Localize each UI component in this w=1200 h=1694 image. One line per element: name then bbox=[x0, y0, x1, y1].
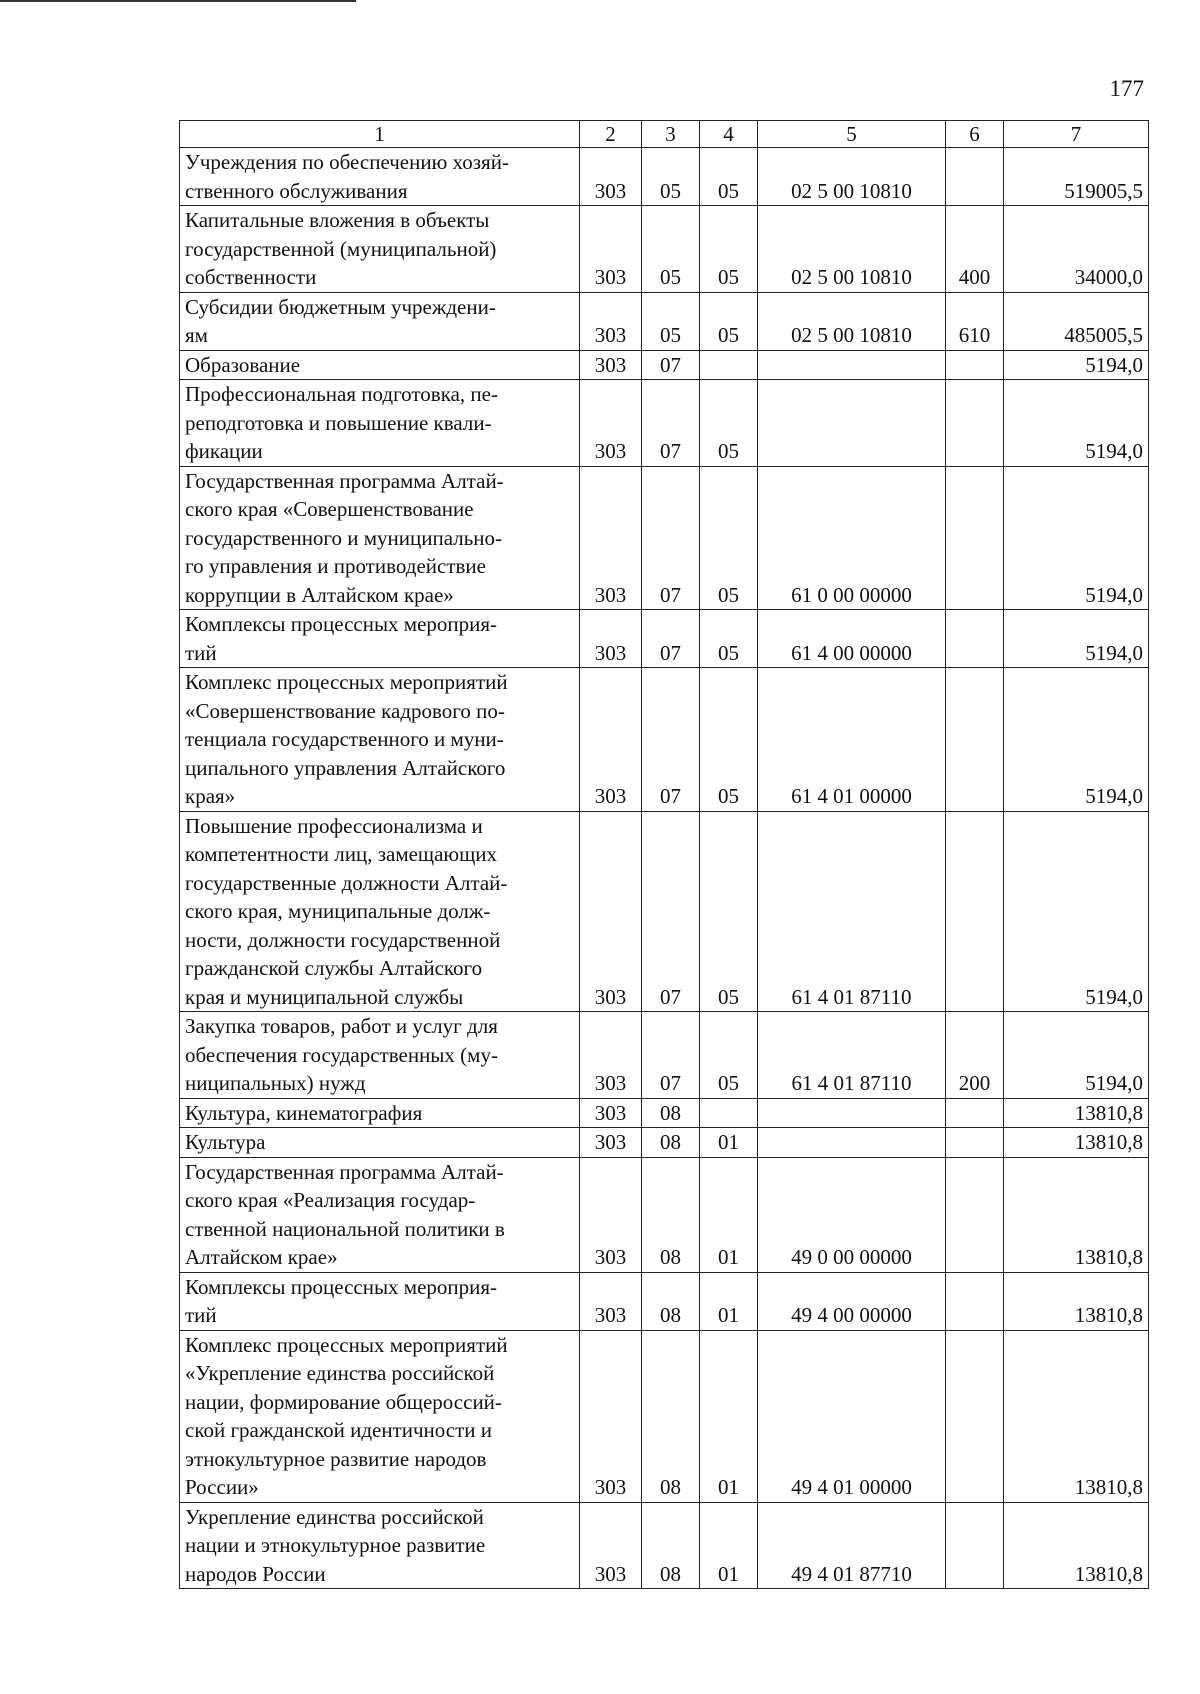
scan-edge-line bbox=[0, 0, 356, 2]
target-article-cell: 49 4 00 00000 bbox=[758, 1272, 946, 1330]
ministry-code-cell: 303 bbox=[580, 610, 642, 668]
table-row bbox=[180, 292, 1149, 350]
expense-type-cell bbox=[946, 811, 1004, 1012]
expense-type-cell: 400 bbox=[946, 206, 1004, 293]
subsection-cell: 01 bbox=[700, 1128, 758, 1158]
row-name-cell: Комплекс процессных мероприятий «Совершенствование кадрового по- тенциала государственного и муни- ципального управления Алтайского края» bbox=[180, 668, 580, 812]
subsection-cell: 05 bbox=[700, 668, 758, 812]
ministry-code-cell: 303 bbox=[580, 380, 642, 467]
ministry-code-cell: 303 bbox=[580, 206, 642, 293]
subsection-cell bbox=[700, 1098, 758, 1128]
ministry-code-cell: 303 bbox=[580, 1157, 642, 1272]
expense-type-cell bbox=[946, 1330, 1004, 1502]
section-cell: 08 bbox=[642, 1272, 700, 1330]
section-cell: 08 bbox=[642, 1502, 700, 1589]
target-article-cell bbox=[758, 350, 946, 380]
row-name-cell: Профессиональная подготовка, пе- реподготовка и повышение квали- фикации bbox=[180, 380, 580, 467]
target-article-cell: 61 4 00 00000 bbox=[758, 610, 946, 668]
expense-type-cell bbox=[946, 1157, 1004, 1272]
table-row bbox=[180, 811, 1149, 1012]
section-cell: 07 bbox=[642, 380, 700, 467]
section-cell: 05 bbox=[642, 148, 700, 206]
ministry-code-cell: 303 bbox=[580, 1502, 642, 1589]
table-row bbox=[180, 1502, 1149, 1589]
table-row bbox=[180, 466, 1149, 610]
section-cell: 08 bbox=[642, 1098, 700, 1128]
subsection-cell: 01 bbox=[700, 1330, 758, 1502]
amount-cell: 5194,0 bbox=[1004, 380, 1149, 467]
target-article-cell: 61 4 01 87110 bbox=[758, 1012, 946, 1099]
section-cell: 07 bbox=[642, 1012, 700, 1099]
section-cell: 07 bbox=[642, 668, 700, 812]
target-article-cell: 49 0 00 00000 bbox=[758, 1157, 946, 1272]
section-cell: 08 bbox=[642, 1330, 700, 1502]
ministry-code-cell: 303 bbox=[580, 350, 642, 380]
expense-type-cell bbox=[946, 610, 1004, 668]
target-article-cell: 49 4 01 00000 bbox=[758, 1330, 946, 1502]
target-article-cell: 02 5 00 10810 bbox=[758, 148, 946, 206]
section-cell: 07 bbox=[642, 350, 700, 380]
target-article-cell: 02 5 00 10810 bbox=[758, 292, 946, 350]
row-name-cell: Комплексы процессных мероприя- тий bbox=[180, 1272, 580, 1330]
target-article-cell: 49 4 01 87710 bbox=[758, 1502, 946, 1589]
row-name-cell: Комплексы процессных мероприя- тий bbox=[180, 610, 580, 668]
table-row bbox=[180, 350, 1149, 380]
table-row bbox=[180, 1330, 1149, 1502]
table-row bbox=[180, 1012, 1149, 1099]
target-article-cell bbox=[758, 1098, 946, 1128]
ministry-code-cell: 303 bbox=[580, 1098, 642, 1128]
amount-cell: 5194,0 bbox=[1004, 1012, 1149, 1099]
column-header: 3 bbox=[642, 121, 700, 148]
amount-cell: 5194,0 bbox=[1004, 668, 1149, 812]
expense-type-cell bbox=[946, 380, 1004, 467]
row-name-cell: Государственная программа Алтай- ского края «Реализация государ- ственной национальной политики в Алтайском крае» bbox=[180, 1157, 580, 1272]
expense-type-cell: 610 bbox=[946, 292, 1004, 350]
expense-type-cell bbox=[946, 668, 1004, 812]
section-cell: 08 bbox=[642, 1157, 700, 1272]
ministry-code-cell: 303 bbox=[580, 148, 642, 206]
row-name-cell: Комплекс процессных мероприятий «Укрепление единства российской нации, формирование общероссий- ской гражданской идентичности и этнокультурное развитие народов России» bbox=[180, 1330, 580, 1502]
table-row bbox=[180, 1272, 1149, 1330]
ministry-code-cell: 303 bbox=[580, 811, 642, 1012]
column-header: 4 bbox=[700, 121, 758, 148]
column-header: 5 bbox=[758, 121, 946, 148]
row-name-cell: Укрепление единства российской нации и этнокультурное развитие народов России bbox=[180, 1502, 580, 1589]
column-header: 2 bbox=[580, 121, 642, 148]
amount-cell: 13810,8 bbox=[1004, 1330, 1149, 1502]
section-cell: 05 bbox=[642, 292, 700, 350]
table-row bbox=[180, 668, 1149, 812]
expense-type-cell bbox=[946, 148, 1004, 206]
row-name-cell: Культура, кинематография bbox=[180, 1098, 580, 1128]
subsection-cell: 05 bbox=[700, 380, 758, 467]
target-article-cell: 02 5 00 10810 bbox=[758, 206, 946, 293]
amount-cell: 5194,0 bbox=[1004, 811, 1149, 1012]
amount-cell: 13810,8 bbox=[1004, 1128, 1149, 1158]
table-row bbox=[180, 1157, 1149, 1272]
column-header: 1 bbox=[180, 121, 580, 148]
expense-type-cell bbox=[946, 466, 1004, 610]
expense-type-cell bbox=[946, 1098, 1004, 1128]
subsection-cell: 05 bbox=[700, 610, 758, 668]
expense-type-cell bbox=[946, 1502, 1004, 1589]
row-name-cell: Государственная программа Алтай- ского края «Совершенствование государственного и муниципально- го управления и противодействие коррупции в Алтайском крае» bbox=[180, 466, 580, 610]
subsection-cell: 05 bbox=[700, 466, 758, 610]
row-name-cell: Закупка товаров, работ и услуг для обеспечения государственных (му- ниципальных) нужд bbox=[180, 1012, 580, 1099]
row-name-cell: Образование bbox=[180, 350, 580, 380]
ministry-code-cell: 303 bbox=[580, 466, 642, 610]
column-header: 6 bbox=[946, 121, 1004, 148]
amount-cell: 34000,0 bbox=[1004, 206, 1149, 293]
table-row bbox=[180, 148, 1149, 206]
subsection-cell: 05 bbox=[700, 148, 758, 206]
table-row bbox=[180, 1128, 1149, 1158]
expense-type-cell bbox=[946, 1128, 1004, 1158]
page-number: 177 bbox=[1109, 76, 1144, 101]
table-row bbox=[180, 380, 1149, 467]
subsection-cell: 05 bbox=[700, 292, 758, 350]
section-cell: 07 bbox=[642, 811, 700, 1012]
target-article-cell: 61 4 01 87110 bbox=[758, 811, 946, 1012]
amount-cell: 5194,0 bbox=[1004, 610, 1149, 668]
table-row bbox=[180, 206, 1149, 293]
ministry-code-cell: 303 bbox=[580, 292, 642, 350]
target-article-cell bbox=[758, 1128, 946, 1158]
amount-cell: 485005,5 bbox=[1004, 292, 1149, 350]
subsection-cell: 05 bbox=[700, 206, 758, 293]
subsection-cell bbox=[700, 350, 758, 380]
amount-cell: 519005,5 bbox=[1004, 148, 1149, 206]
expense-type-cell: 200 bbox=[946, 1012, 1004, 1099]
column-number-row bbox=[180, 121, 1149, 148]
section-cell: 05 bbox=[642, 206, 700, 293]
subsection-cell: 01 bbox=[700, 1502, 758, 1589]
table-body bbox=[180, 148, 1149, 1589]
ministry-code-cell: 303 bbox=[580, 668, 642, 812]
ministry-code-cell: 303 bbox=[580, 1128, 642, 1158]
subsection-cell: 05 bbox=[700, 1012, 758, 1099]
ministry-code-cell: 303 bbox=[580, 1012, 642, 1099]
table-row bbox=[180, 1098, 1149, 1128]
row-name-cell: Субсидии бюджетным учреждени- ям bbox=[180, 292, 580, 350]
amount-cell: 13810,8 bbox=[1004, 1272, 1149, 1330]
row-name-cell: Учреждения по обеспечению хозяй- ственного обслуживания bbox=[180, 148, 580, 206]
amount-cell: 13810,8 bbox=[1004, 1098, 1149, 1128]
section-cell: 08 bbox=[642, 1128, 700, 1158]
column-header: 7 bbox=[1004, 121, 1149, 148]
target-article-cell: 61 4 01 00000 bbox=[758, 668, 946, 812]
expense-type-cell bbox=[946, 350, 1004, 380]
ministry-code-cell: 303 bbox=[580, 1272, 642, 1330]
row-name-cell: Культура bbox=[180, 1128, 580, 1158]
target-article-cell: 61 0 00 00000 bbox=[758, 466, 946, 610]
amount-cell: 13810,8 bbox=[1004, 1157, 1149, 1272]
subsection-cell: 05 bbox=[700, 811, 758, 1012]
target-article-cell bbox=[758, 380, 946, 467]
ministry-code-cell: 303 bbox=[580, 1330, 642, 1502]
amount-cell: 13810,8 bbox=[1004, 1502, 1149, 1589]
section-cell: 07 bbox=[642, 610, 700, 668]
row-name-cell: Повышение профессионализма и компетентности лиц, замещающих государственные должности Алтай- ского края, муниципальные долж- ности, должности государственной гражданской службы Алтайского края и муниципальной службы bbox=[180, 811, 580, 1012]
amount-cell: 5194,0 bbox=[1004, 350, 1149, 380]
subsection-cell: 01 bbox=[700, 1272, 758, 1330]
subsection-cell: 01 bbox=[700, 1157, 758, 1272]
section-cell: 07 bbox=[642, 466, 700, 610]
expense-type-cell bbox=[946, 1272, 1004, 1330]
amount-cell: 5194,0 bbox=[1004, 466, 1149, 610]
table-row bbox=[180, 610, 1149, 668]
budget-table bbox=[179, 120, 1149, 1589]
row-name-cell: Капитальные вложения в объекты государственной (муниципальной) собственности bbox=[180, 206, 580, 293]
